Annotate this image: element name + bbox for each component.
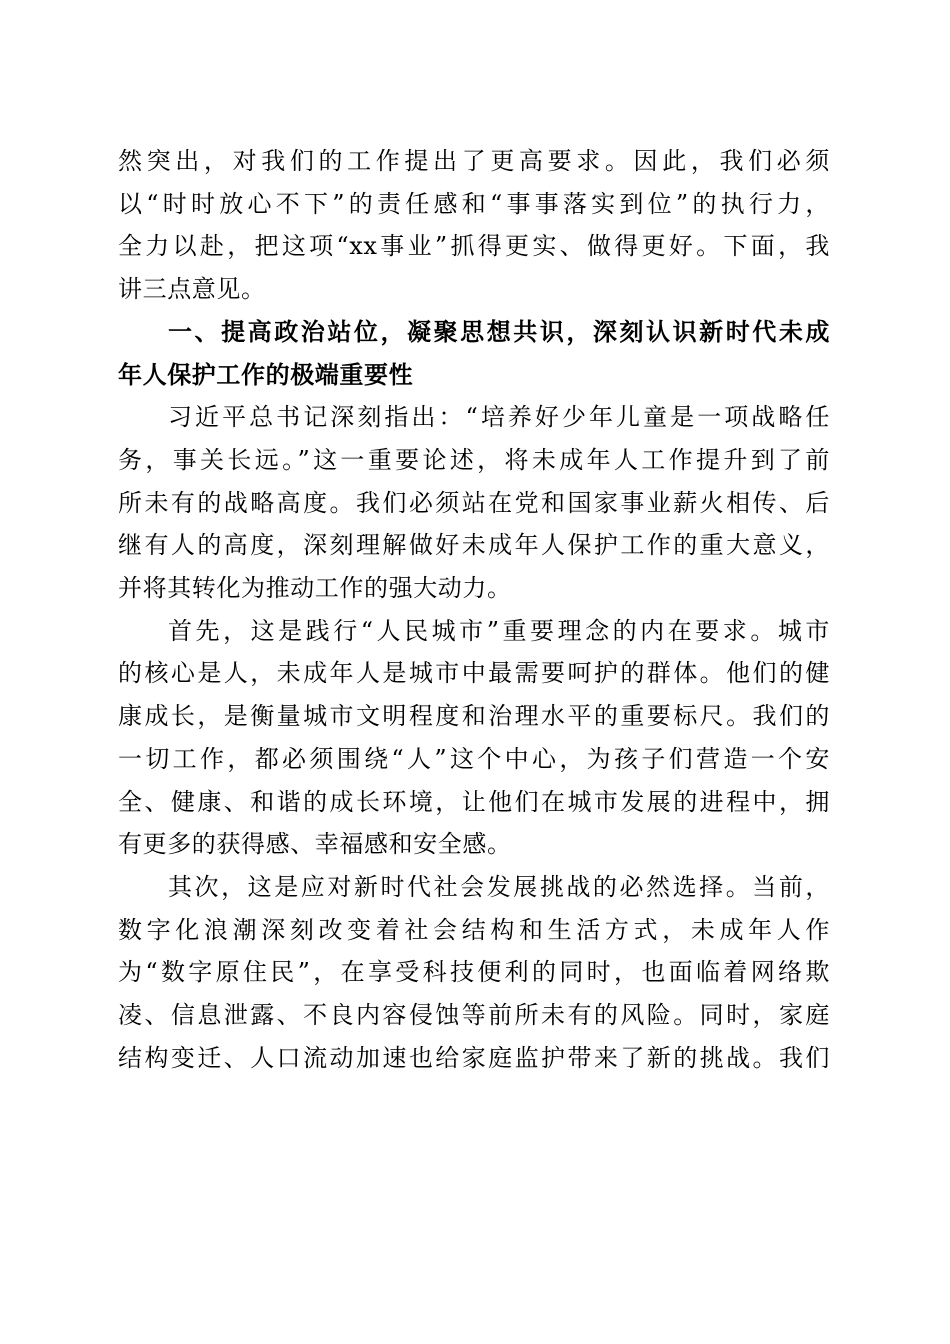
document-body [118,140,830,1079]
paragraph-first-point [118,610,830,866]
text-line: 数字化浪潮深刻改变着社会结构和生活方式，未成年人作 [118,915,830,944]
text-line: 然突出，对我们的工作提出了更高要求。因此，我们必须 [118,147,830,175]
text-line: 以“时时放心不下”的责任感和“事事落实到位”的执行力， [118,189,830,218]
text-line: 其次，这是应对新时代社会发展挑战的必然选择。当前， [168,872,830,901]
text-line: 继有人的高度，深刻理解做好未成年人保护工作的重大意义， [118,531,830,560]
text-line: 的核心是人，未成年人是城市中最需要呵护的群体。他们的健 [118,659,830,688]
paragraph-second-point [118,866,830,1080]
text-line: 首先，这是践行“人民城市”重要理念的内在要求。城市 [168,616,830,645]
text-line: 讲三点意见。 [118,275,266,304]
text-line: 凌、信息泄露、不良内容侵蚀等前所未有的风险。同时，家庭 [118,1001,830,1030]
text-line: 为“数字原住民”，在享受科技便利的同时，也面临着网络欺 [118,958,830,987]
text-line: 务，事关长远。”这一重要论述，将未成年人工作提升到了前 [118,445,830,474]
text-line: 全、健康、和谐的成长环境，让他们在城市发展的进程中，拥 [118,787,830,816]
text-line: 并将其转化为推动工作的强大动力。 [118,574,512,603]
heading-line: 年人保护工作的极端重要性 [118,360,414,389]
text-line: 有更多的获得感、幸福感和安全感。 [118,830,512,859]
paragraph-intro-continuation [118,140,830,311]
paragraph-quote [118,396,830,610]
text-line: 一切工作，都必须围绕“人”这个中心，为孩子们营造一个安 [118,744,830,773]
text-line: 所未有的战略高度。我们必须站在党和国家事业薪火相传、后 [118,488,830,517]
text-line: 结构变迁、人口流动加速也给家庭监护带来了新的挑战。我们 [118,1043,830,1072]
text-line: 习近平总书记深刻指出：“培养好少年儿童是一项战略任 [168,403,830,432]
text-line: 康成长，是衡量城市文明程度和治理水平的重要标尺。我们的 [118,702,830,731]
text-line: 全力以赴，把这项“xx事业”抓得更实、做得更好。下面，我 [118,232,830,261]
heading-line: 一、提高政治站位，凝聚思想共识，深刻认识新时代未成 [168,317,830,346]
section-heading-1 [118,311,830,396]
